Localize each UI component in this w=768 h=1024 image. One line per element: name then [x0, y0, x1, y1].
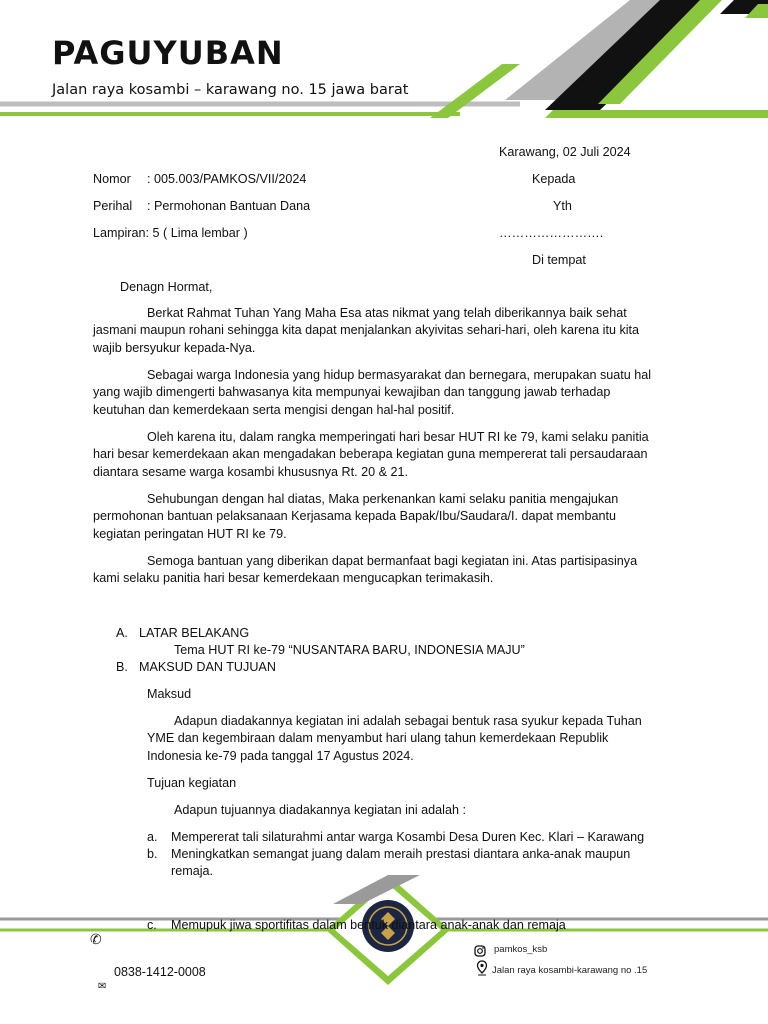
mail-icon: ✉	[98, 981, 107, 992]
list-item-b: Meningkatkan semangat juang dalam meraih prestasi diantara anka-anak maupun remaja.	[171, 847, 631, 879]
footer-phone: 0838-1412-0008	[114, 965, 206, 979]
paragraph-5: Semoga bantuan yang diberikan dapat bermanfaat bagi kegiatan ini. Atas partisipasinya kami selaku panitia hari besar kemerdekaan mengucapkan terimakasih.	[93, 554, 638, 586]
recipient-kepada: Kepada	[532, 172, 576, 186]
section-a-title: LATAR BELAKANG	[139, 626, 250, 640]
footer-address: Jalan raya kosambi-karawang no .15	[492, 965, 648, 976]
tujuan-heading: Tujuan kegiatan	[147, 776, 237, 790]
paragraph-1: Berkat Rahmat Tuhan Yang Maha Esa atas nikmat yang telah diberikannya baik sehat jasmani maupun rohani sehingga kita dapat menjalankan akyivitas sehari-hari, oleh karena itu kita wajib bersyukur kepada-Nya.	[93, 306, 640, 355]
perihal-value: : Permohonan Bantuan Dana	[147, 199, 311, 213]
list-marker-a: a.	[147, 830, 158, 844]
header-green-slash	[430, 64, 520, 118]
paragraph-2: Sebagai warga Indonesia yang hidup bermasyarakat dan bernegara, merupakan suatu hal yang wajib dimengerti bahwasanya kita mempunyai kewajiban dan tanggung jawab terhadap keutuhan dan kemerdekaan serta mengisi dengan hal-hal positif.	[93, 368, 652, 417]
salutation: Denagn Hormat,	[120, 280, 213, 294]
lampiran: Lampiran: 5 ( Lima lembar )	[93, 226, 248, 240]
list-item-a: Mempererat tali silaturahmi antar warga Kosambi Desa Duren Kec. Klari – Karawang	[171, 830, 645, 844]
tujuan-intro: Adapun tujuannya diadakannya kegiatan ini adalah :	[174, 803, 466, 817]
section-b-title: MAKSUD DAN TUJUAN	[139, 660, 276, 674]
perihal-label: Perihal	[93, 199, 133, 213]
org-name: PAGUYUBAN	[52, 34, 284, 72]
paragraph-4: Sehubungan dengan hal diatas, Maka perkenankan kami selaku panitia mengajukan permohonan bantuan pelaksanaan Kerjasama kepada Bapak/Ibu/Saudara/I. dapat membantu kegiatan peringatan HUT RI ke 79.	[93, 492, 619, 541]
list-marker-c: c.	[147, 918, 157, 932]
header-green-base	[545, 110, 768, 118]
recipient-placeholder: …………………….	[499, 226, 604, 240]
maksud-heading: Maksud	[147, 687, 192, 701]
instagram-icon	[474, 942, 486, 954]
org-address: Jalan raya kosambi – karawang no. 15 jawa barat	[52, 82, 409, 98]
maksud-text: Adapun diadakannya kegiatan ini adalah sebagai bentuk rasa syukur kepada Tuhan YME dan kegembiraan dalam menyambut hari ulang tahun kemerdekaan Republik Indonesia ke-79 pada tanggal 17 Agustus 2024.	[147, 714, 642, 763]
phone-icon: ✆	[90, 932, 102, 948]
list-marker-b: b.	[147, 847, 158, 861]
recipient-yth: Yth	[553, 199, 572, 213]
letter-date: Karawang, 02 Juli 2024	[499, 145, 631, 159]
nomor-value: : 005.003/PAMKOS/VII/2024	[147, 172, 307, 186]
paragraph-3: Oleh karena itu, dalam rangka memperingati hari besar HUT RI ke 79, kami selaku panitia hari besar kemerdekaan akan mengadakan beberapa kegiatan guna mempererat tali persaudaraan diantara sesame warga kosambi khususnya Rt. 20 & 21.	[93, 430, 649, 479]
nomor-label: Nomor	[93, 172, 131, 186]
section-b-marker: B.	[116, 660, 128, 674]
section-a-marker: A.	[116, 626, 128, 640]
location-pin-icon	[476, 960, 488, 976]
footer-instagram: pamkos_ksb	[494, 944, 548, 955]
recipient-di-tempat: Di tempat	[532, 253, 586, 267]
list-item-c: Memupuk jiwa sportifitas dalam bentuk diantara anak-anak dan remaja	[171, 918, 566, 932]
section-a-theme: Tema HUT RI ke-79 “NUSANTARA BARU, INDONESIA MAJU”	[174, 643, 525, 657]
